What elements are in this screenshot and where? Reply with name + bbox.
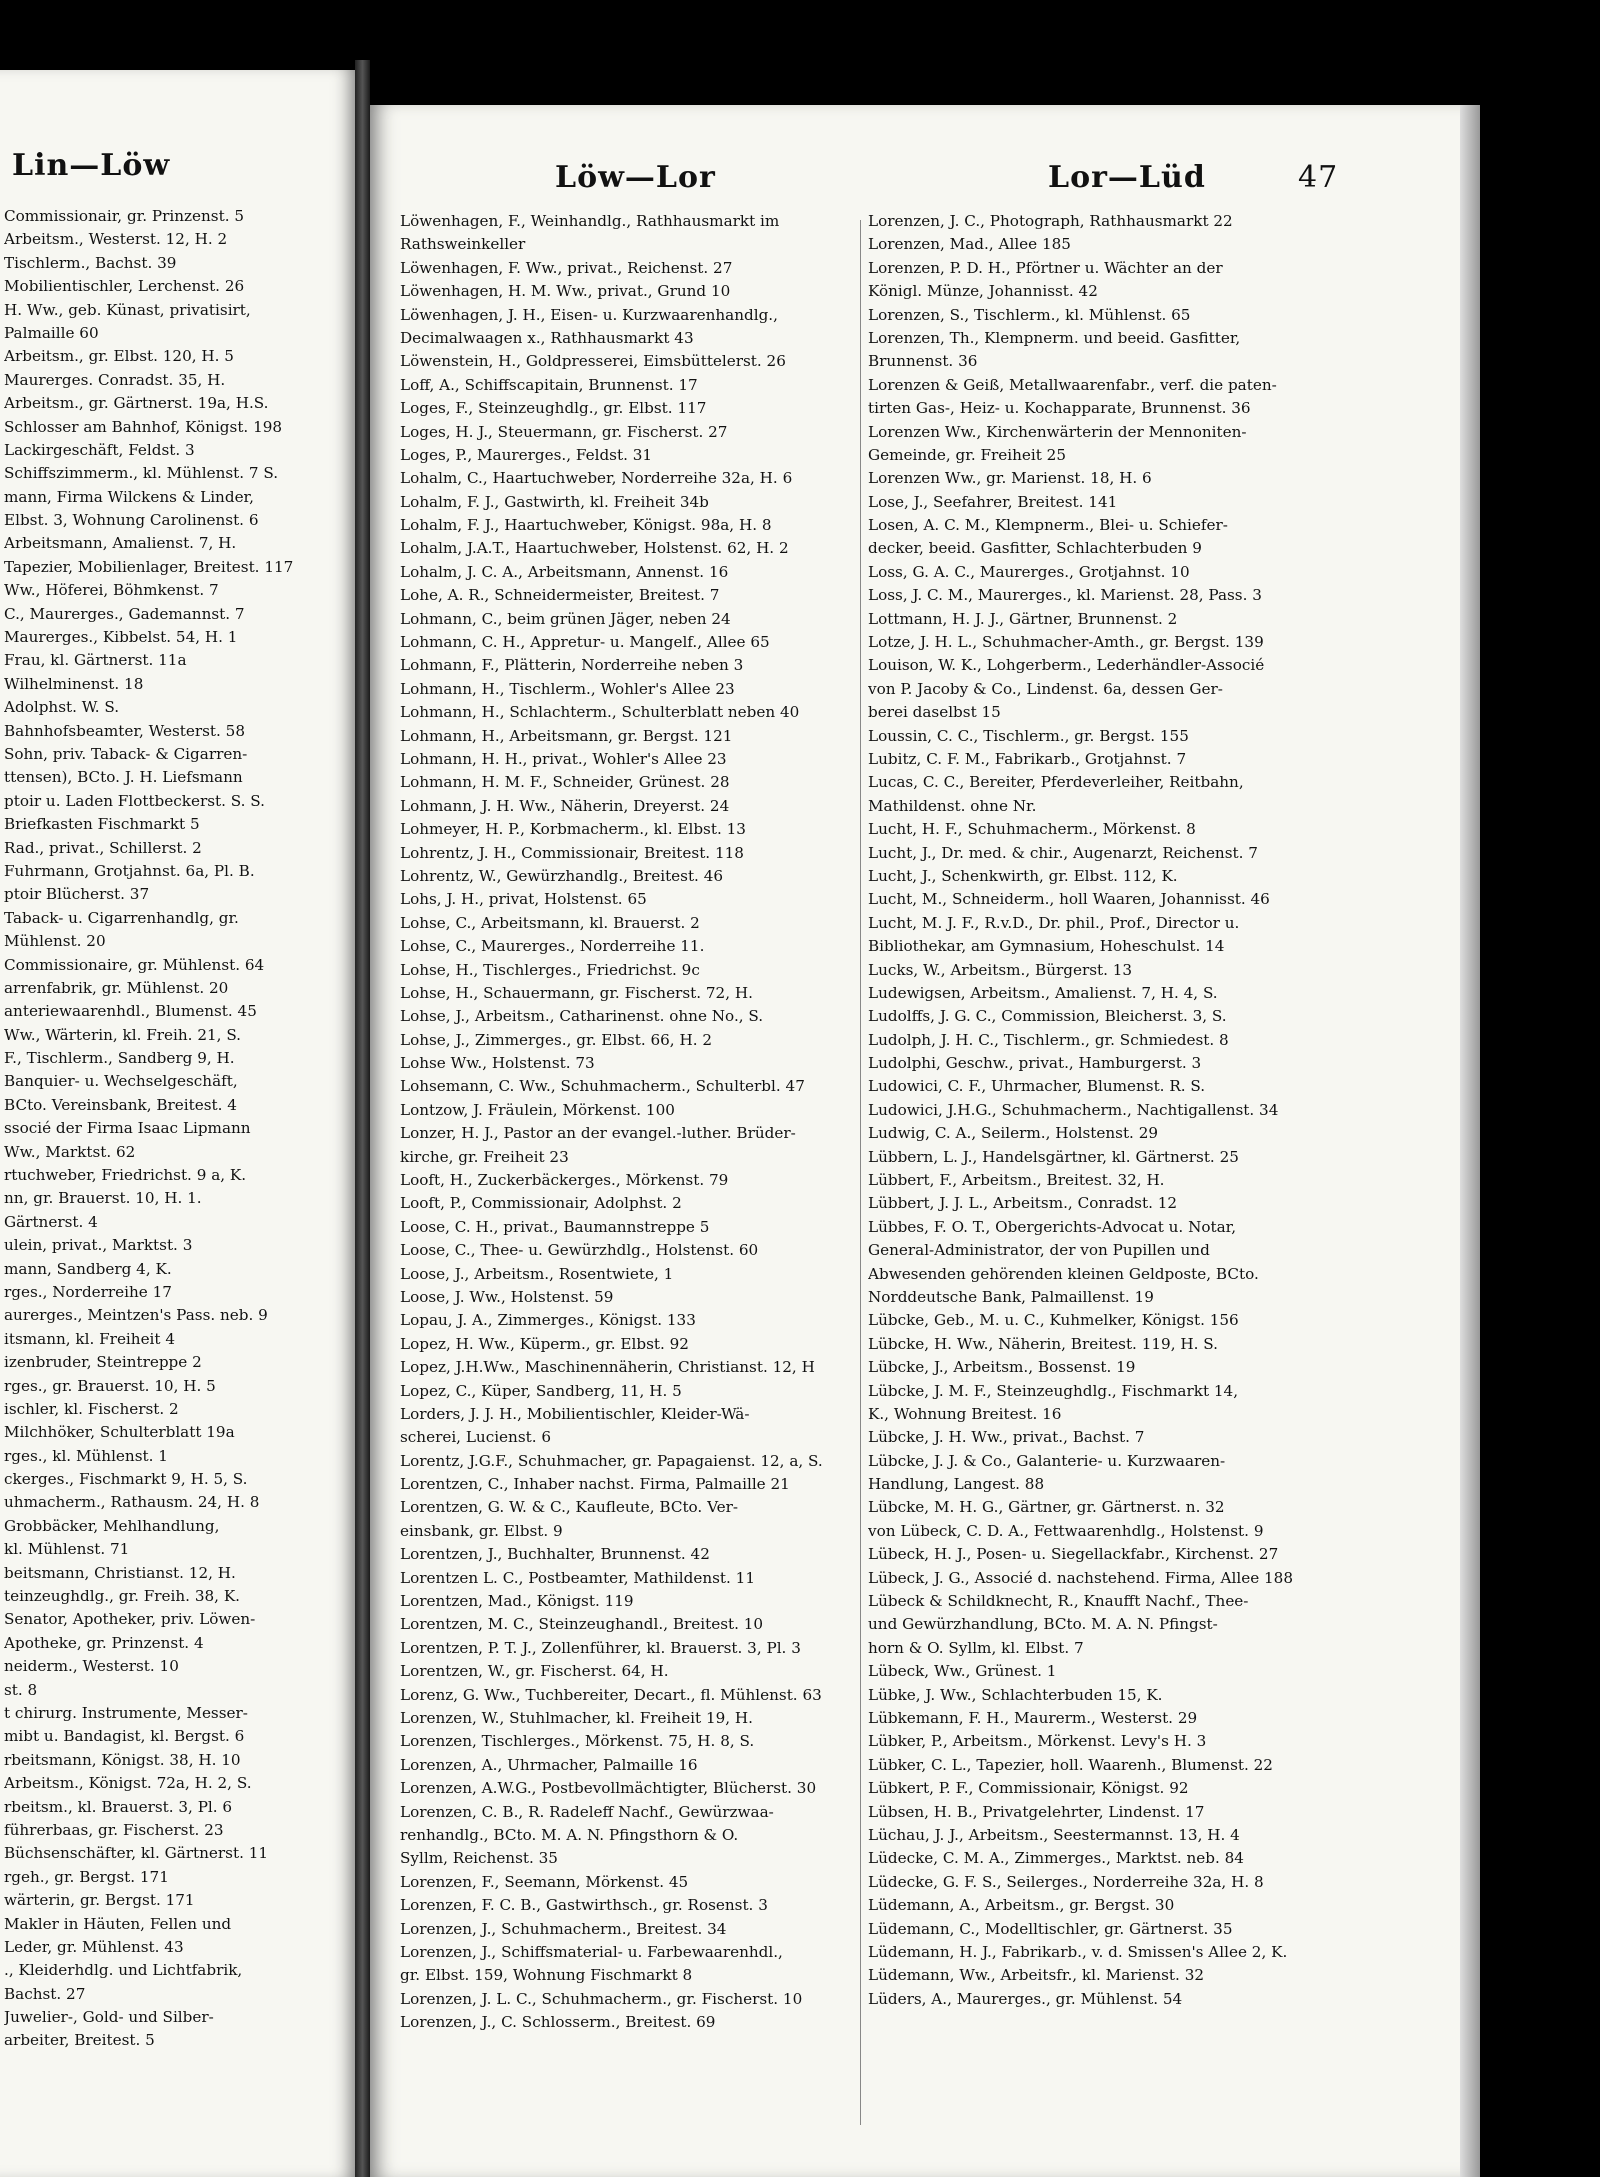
directory-entry-line: Norddeutsche Bank, Palmaillenst. 19: [868, 1287, 1154, 1306]
directory-entry-line: Loges, F., Steinzeughdlg., gr. Elbst. 117: [400, 399, 707, 418]
directory-entry-line: Loges, H. J., Steuermann, gr. Fischerst. 27: [400, 422, 728, 441]
directory-entry-line: Lohse, H., Schauermann, gr. Fischerst. 72, H.: [400, 983, 753, 1002]
directory-entry-line: Schiffszimmerm., kl. Mühlenst. 7 S.: [4, 464, 279, 483]
directory-entry-line: Lohse, J., Arbeitsm., Catharinenst. ohne No., S.: [400, 1007, 764, 1026]
directory-entry-line: Lüders, A., Maurerges., gr. Mühlenst. 54: [868, 1989, 1183, 2008]
directory-entry-line: Ww., Marktst. 62: [4, 1142, 136, 1161]
directory-entry-line: Lübke, J. Ww., Schlachterbuden 15, K.: [868, 1685, 1163, 1704]
directory-entry-line: Grobbäcker, Mehlhandlung,: [4, 1516, 220, 1535]
directory-entry-line: Mathildenst. ohne Nr.: [868, 796, 1037, 815]
directory-entry-line: Lohse, C., Maurerges., Norderreihe 11.: [400, 937, 705, 956]
directory-entry-line: Lottmann, H. J. J., Gärtner, Brunnenst. 2: [868, 609, 1178, 628]
directory-entry-line: Lüdemann, Ww., Arbeitsfr., kl. Marienst. 32: [868, 1966, 1205, 1985]
directory-entry-line: Lübcke, J. M. F., Steinzeughdlg., Fischmarkt 14,: [868, 1381, 1239, 1400]
directory-entry-line: Lucas, C. C., Bereiter, Pferdeverleiher, Reitbahn,: [868, 773, 1244, 792]
directory-entry-line: führerbaas, gr. Fischerst. 23: [4, 1820, 224, 1839]
directory-entry-line: Lorenzen Ww., gr. Marienst. 18, H. 6: [868, 469, 1152, 488]
directory-entry-line: Lorenzen, P. D. H., Pförtner u. Wächter an der: [868, 258, 1223, 277]
directory-entry-line: Arbeitsm., Königst. 72a, H. 2, S.: [4, 1774, 252, 1793]
directory-entry-line: Maurerges. Conradst. 35, H.: [4, 370, 226, 389]
directory-entry-line: Lucht, M., Schneiderm., holl Waaren, Johannisst. 46: [868, 890, 1270, 909]
directory-entry-line: Ludolffs, J. G. C., Commission, Bleicherst. 3, S.: [868, 1007, 1227, 1026]
directory-entry-line: kirche, gr. Freiheit 23: [400, 1147, 569, 1166]
directory-entry-line: Lohalm, J. C. A., Arbeitsmann, Annenst. 16: [400, 562, 729, 581]
directory-entry-line: Lübker, C. L., Tapezier, holl. Waarenh., Blumenst. 22: [868, 1755, 1273, 1774]
directory-entry-line: Lontzow, J. Fräulein, Mörkenst. 100: [400, 1100, 675, 1119]
left-page-header: Lin—Löw: [12, 148, 171, 183]
directory-entry-line: rges., Norderreihe 17: [4, 1282, 172, 1301]
directory-entry-line: ischler, kl. Fischerst. 2: [4, 1399, 179, 1418]
directory-entry-line: BCto. Vereinsbank, Breitest. 4: [4, 1095, 237, 1114]
directory-entry-line: Lübeck & Schildknecht, R., Knaufft Nachf., Thee-: [868, 1592, 1249, 1611]
directory-entry-line: und Gewürzhandlung, BCto. M. A. N. Pfingst-: [868, 1615, 1218, 1634]
directory-entry-line: Lorentz, J.G.F., Schuhmacher, gr. Papagaienst. 12, a, S.: [400, 1451, 823, 1470]
directory-entry-line: rtuchweber, Friedrichst. 9 a, K.: [4, 1166, 247, 1185]
directory-entry-line: Lorentzen L. C., Postbeamter, Mathildenst. 11: [400, 1568, 755, 1587]
directory-entry-line: Lorentzen, W., gr. Fischerst. 64, H.: [400, 1662, 669, 1681]
directory-entry-line: Lohmann, H. M. F., Schneider, Grünest. 28: [400, 773, 730, 792]
directory-entry-line: Lonzer, H. J., Pastor an der evangel.-luther. Brüder-: [400, 1124, 796, 1143]
directory-entry-line: von P. Jacoby & Co., Lindenst. 6a, dessen Ger-: [868, 679, 1223, 698]
directory-entry-line: scherei, Lucienst. 6: [400, 1428, 552, 1447]
directory-entry-line: Bachst. 27: [4, 1984, 86, 2003]
directory-entry-line: von Lübeck, C. D. A., Fettwaarenhdlg., Holstenst. 9: [868, 1521, 1264, 1540]
directory-entry-line: Lorenz, G. Ww., Tuchbereiter, Decart., fl. Mühlenst. 63: [400, 1685, 822, 1704]
directory-entry-line: Lubitz, C. F. M., Fabrikarb., Grotjahnst. 7: [868, 749, 1187, 768]
directory-entry-line: Lohmeyer, H. P., Korbmacherm., kl. Elbst. 13: [400, 820, 746, 839]
directory-entry-line: Lübkert, P. F., Commissionair, Königst. 92: [868, 1779, 1189, 1798]
directory-entry-line: Lorenzen, C. B., R. Radeleff Nachf., Gewürzwaa-: [400, 1802, 774, 1821]
directory-entry-line: Lüdemann, A., Arbeitsm., gr. Bergst. 30: [868, 1896, 1175, 1915]
directory-entry-line: Löwenstein, H., Goldpresserei, Eimsbüttelerst. 26: [400, 352, 786, 371]
right-page-column-2: [868, 210, 1343, 2011]
directory-entry-line: decker, beeid. Gasfitter, Schlachterbuden 9: [868, 539, 1202, 558]
directory-entry-line: Juwelier-, Gold- und Silber-: [4, 2008, 214, 2027]
directory-entry-line: Löwenhagen, F., Weinhandlg., Rathhausmarkt im: [400, 212, 780, 230]
directory-entry-line: Lohmann, J. H. Ww., Näherin, Dreyerst. 24: [400, 796, 730, 815]
directory-entry-line: itsmann, kl. Freiheit 4: [4, 1329, 176, 1348]
directory-entry-line: Loss, J. C. M., Maurerges., kl. Marienst. 28, Pass. 3: [868, 586, 1262, 605]
directory-entry-line: anteriewaarenhdl., Blumenst. 45: [4, 1002, 257, 1021]
directory-entry-line: horn & O. Syllm, kl. Elbst. 7: [868, 1638, 1084, 1657]
directory-entry-line: Frau, kl. Gärtnerst. 11a: [4, 651, 187, 670]
directory-entry-line: Mühlenst. 20: [4, 932, 106, 951]
directory-entry-line: aurerges., Meintzen's Pass. neb. 9: [4, 1306, 268, 1325]
left-page: [0, 70, 355, 2177]
directory-entry-line: Lorenzen, Tischlerges., Mörkenst. 75, H. 8, S.: [400, 1732, 755, 1751]
directory-entry-line: Lorenzen, J. L. C., Schuhmacherm., gr. Fischerst. 10: [400, 1989, 803, 2008]
directory-entry-line: Lohe, A. R., Schneidermeister, Breitest. 7: [400, 586, 720, 605]
directory-entry-line: Wilhelminenst. 18: [4, 674, 144, 693]
directory-entry-line: Löwenhagen, H. M. Ww., privat., Grund 10: [400, 282, 731, 301]
directory-entry-line: Commissionaire, gr. Mühlenst. 64: [4, 955, 265, 974]
directory-entry-line: Ludolphi, Geschw., privat., Hamburgerst. 3: [868, 1054, 1202, 1073]
directory-entry-line: Lübeck, H. J., Posen- u. Siegellackfabr., Kirchenst. 27: [868, 1545, 1279, 1564]
directory-entry-line: Lohse, C., Arbeitsmann, kl. Brauerst. 2: [400, 913, 700, 932]
directory-entry-line: Lohalm, F. J., Haartuchweber, Königst. 98a, H. 8: [400, 516, 772, 535]
directory-entry-line: arbeiter, Breitest. 5: [4, 2031, 155, 2050]
directory-entry-line: Tischlerm., Bachst. 39: [4, 253, 177, 272]
directory-entry-line: Lübkemann, F. H., Maurerm., Westerst. 29: [868, 1709, 1198, 1727]
directory-entry-line: ptoir u. Laden Flottbeckerst. S. S.: [4, 791, 265, 810]
directory-entry-line: Lübeck, Ww., Grünest. 1: [868, 1662, 1057, 1681]
directory-entry-line: Lüdecke, C. M. A., Zimmerges., Marktst. neb. 84: [868, 1849, 1244, 1868]
right-page-column-1: [400, 210, 905, 2034]
directory-entry-line: Lotze, J. H. L., Schuhmacher-Amth., gr. Bergst. 139: [868, 633, 1264, 652]
directory-entry-line: Löwenhagen, F. Ww., privat., Reichenst. 27: [400, 258, 733, 277]
directory-entry-line: Lübcke, J. J. & Co., Galanterie- u. Kurzwaaren-: [868, 1451, 1226, 1470]
directory-entry-line: ssocié der Firma Isaac Lipmann: [4, 1119, 251, 1138]
directory-entry-line: Lorenzen, S., Tischlerm., kl. Mühlenst. 65: [868, 305, 1191, 324]
directory-entry-line: Lucht, J., Dr. med. & chir., Augenarzt, Reichenst. 7: [868, 843, 1258, 862]
directory-entry-line: Fuhrmann, Grotjahnst. 6a, Pl. B.: [4, 861, 255, 880]
directory-entry-line: Lübeck, J. G., Associé d. nachstehend. Firma, Allee 188: [868, 1568, 1294, 1587]
directory-entry-line: ckerges., Fischmarkt 9, H. 5, S.: [4, 1470, 248, 1489]
right-page-header-right: Lor—Lüd: [1048, 160, 1206, 195]
directory-entry-line: Loose, J., Arbeitsm., Rosentwiete, 1: [400, 1264, 674, 1283]
directory-entry-line: Lorenzen, A., Uhrmacher, Palmaille 16: [400, 1755, 698, 1774]
directory-entry-line: Lohmann, C., beim grünen Jäger, neben 24: [400, 609, 731, 628]
left-page-column: [0, 205, 336, 2053]
directory-entry-line: Lackirgeschäft, Feldst. 3: [4, 440, 195, 459]
directory-entry-line: Lohalm, F. J., Gastwirth, kl. Freiheit 34b: [400, 492, 709, 511]
directory-entry-line: Lübbert, J. J. L., Arbeitsm., Conradst. 12: [868, 1194, 1178, 1213]
directory-entry-line: Senator, Apotheker, priv. Löwen-: [4, 1610, 256, 1629]
directory-entry-line: Leder, gr. Mühlenst. 43: [4, 1937, 184, 1956]
directory-entry-line: ulein, privat., Marktst. 3: [4, 1236, 193, 1255]
directory-entry-line: Milchhöker, Schulterblatt 19a: [4, 1423, 235, 1442]
directory-entry-line: uhmacherm., Rathausm. 24, H. 8: [4, 1493, 260, 1512]
directory-entry-line: Lorenzen, Mad., Allee 185: [868, 235, 1071, 254]
directory-entry-line: Abwesenden gehörenden kleinen Geldposte, BCto.: [868, 1264, 1259, 1283]
directory-entry-line: Lorenzen, F., Seemann, Mörkenst. 45: [400, 1872, 689, 1891]
directory-entry-line: Banquier- u. Wechselgeschäft,: [4, 1072, 238, 1091]
directory-entry-line: Lorentzen, M. C., Steinzeughandl., Breitest. 10: [400, 1615, 764, 1634]
directory-entry-line: Loussin, C. C., Tischlerm., gr. Bergst. 155: [868, 726, 1189, 745]
book-gutter: [355, 60, 370, 2177]
directory-entry-line: ttensen), BCto. J. H. Liefsmann: [4, 768, 243, 787]
directory-entry-line: Bibliothekar, am Gymnasium, Hoheschulst. 14: [868, 937, 1225, 956]
directory-entry-line: Löwenhagen, J. H., Eisen- u. Kurzwaarenhandlg.,: [400, 305, 778, 324]
directory-entry-line: st. 8: [4, 1680, 38, 1699]
directory-entry-line: Arbeitsmann, Amalienst. 7, H.: [4, 534, 237, 553]
directory-entry-line: Lohse, J., Zimmerges., gr. Elbst. 66, H. 2: [400, 1030, 713, 1049]
directory-entry-line: ., Kleiderhdlg. und Lichtfabrik,: [4, 1961, 243, 1980]
directory-entry-line: Büchsenschäfter, kl. Gärtnerst. 11: [4, 1844, 269, 1863]
directory-entry-line: Rad., privat., Schillerst. 2: [4, 838, 202, 857]
directory-entry-line: Lorenzen, J., Schuhmacherm., Breitest. 34: [400, 1919, 727, 1938]
right-page: [370, 105, 1460, 2177]
directory-entry-line: rges., gr. Brauerst. 10, H. 5: [4, 1376, 216, 1395]
directory-entry-line: Lorenzen, A.W.G., Postbevollmächtigter, Blücherst. 30: [400, 1779, 817, 1798]
directory-entry-line: Elbst. 3, Wohnung Carolinenst. 6: [4, 511, 259, 530]
directory-entry-line: Lüdemann, C., Modelltischler, gr. Gärtnerst. 35: [868, 1919, 1233, 1938]
directory-entry-line: renhandlg., BCto. M. A. N. Pfingsthorn & O.: [400, 1825, 739, 1844]
right-page-header-left: Löw—Lor: [555, 160, 716, 195]
directory-entry-line: Lorentzen, Mad., Königst. 119: [400, 1592, 634, 1611]
directory-entry-line: Lohse, H., Tischlerges., Friedrichst. 9c: [400, 960, 700, 979]
directory-entry-line: Lohalm, C., Haartuchweber, Norderreihe 32a, H. 6: [400, 469, 793, 488]
directory-entry-line: beitsmann, Christianst. 12, H.: [4, 1563, 236, 1582]
directory-entry-line: Commissionair, gr. Prinzenst. 5: [4, 207, 245, 225]
directory-entry-line: Ludowici, J.H.G., Schuhmacherm., Nachtigallenst. 34: [868, 1100, 1279, 1119]
directory-entry-line: Bahnhofsbeamter, Westerst. 58: [4, 721, 246, 740]
directory-entry-line: Lohrentz, J. H., Commissionair, Breitest. 118: [400, 843, 744, 862]
directory-entry-line: Lorenzen, J., C. Schlosserm., Breitest. 69: [400, 2013, 716, 2032]
directory-entry-line: Lose, J., Seefahrer, Breitest. 141: [868, 492, 1118, 511]
directory-entry-line: Lorentzen, P. T. J., Zollenführer, kl. Brauerst. 3, Pl. 3: [400, 1638, 801, 1657]
directory-entry-line: Lopau, J. A., Zimmerges., Königst. 133: [400, 1311, 696, 1330]
directory-entry-line: t chirurg. Instrumente, Messer-: [4, 1704, 248, 1722]
directory-entry-line: Decimalwaagen x., Rathhausmarkt 43: [400, 328, 694, 347]
directory-entry-line: Adolphst. W. S.: [4, 698, 120, 717]
page-edge: [1460, 105, 1480, 2177]
directory-entry-line: rges., kl. Mühlenst. 1: [4, 1446, 168, 1465]
directory-entry-line: Lübcke, H. Ww., Näherin, Breitest. 119, H. S.: [868, 1334, 1218, 1353]
directory-entry-line: Arbeitsm., gr. Elbst. 120, H. 5: [4, 347, 234, 366]
directory-entry-line: Brunnenst. 36: [868, 352, 978, 371]
directory-entry-line: Lohse Ww., Holstenst. 73: [400, 1054, 595, 1073]
directory-entry-line: Ww., Höferei, Böhmkenst. 7: [4, 581, 219, 600]
directory-entry-line: Ludewigsen, Arbeitsm., Amalienst. 7, H. 4, S.: [868, 983, 1218, 1002]
directory-entry-line: Königl. Münze, Johannisst. 42: [868, 282, 1098, 301]
directory-entry-line: Ludolph, J. H. C., Tischlerm., gr. Schmiedest. 8: [868, 1030, 1229, 1049]
directory-entry-line: Looft, H., Zuckerbäckerges., Mörkenst. 79: [400, 1171, 729, 1190]
directory-entry-line: mibt u. Bandagist, kl. Bergst. 6: [4, 1727, 245, 1746]
directory-entry-line: C., Maurerges., Gademannst. 7: [4, 604, 245, 623]
directory-entry-line: berei daselbst 15: [868, 703, 1001, 722]
directory-entry-line: Lübcke, Geb., M. u. C., Kuhmelker, Königst. 156: [868, 1311, 1239, 1330]
directory-entry-line: nn, gr. Brauerst. 10, H. 1.: [4, 1189, 202, 1208]
directory-entry-line: izenbruder, Steintreppe 2: [4, 1353, 202, 1372]
directory-entry-line: rbeitsmann, Königst. 38, H. 10: [4, 1750, 241, 1769]
directory-entry-line: Lopez, J.H.Ww., Maschinennäherin, Christianst. 12, H: [400, 1358, 815, 1377]
directory-entry-line: rbeitsm., kl. Brauerst. 3, Pl. 6: [4, 1797, 233, 1816]
directory-entry-line: Schlosser am Bahnhof, Königst. 198: [4, 417, 283, 436]
directory-entry-line: Lohmann, C. H., Appretur- u. Mangelf., Allee 65: [400, 633, 770, 652]
directory-entry-line: Lorenzen & Geiß, Metallwaarenfabr., verf. die paten-: [868, 375, 1277, 394]
directory-entry-line: Lorentzen, G. W. & C., Kaufleute, BCto. Ver-: [400, 1498, 739, 1517]
directory-entry-line: Lorentzen, J., Buchhalter, Brunnenst. 42: [400, 1545, 710, 1564]
directory-entry-line: Looft, P., Commissionair, Adolphst. 2: [400, 1194, 682, 1213]
directory-entry-line: Lucht, J., Schenkwirth, gr. Elbst. 112, K.: [868, 866, 1178, 885]
directory-entry-line: Lohrentz, W., Gewürzhandlg., Breitest. 46: [400, 866, 724, 885]
directory-entry-line: Lübcke, M. H. G., Gärtner, gr. Gärtnerst. n. 32: [868, 1498, 1225, 1517]
directory-entry-line: Lucks, W., Arbeitsm., Bürgerst. 13: [868, 960, 1133, 979]
directory-entry-line: Lucht, H. F., Schuhmacherm., Mörkenst. 8: [868, 820, 1196, 839]
directory-entry-line: arrenfabrik, gr. Mühlenst. 20: [4, 978, 229, 997]
directory-entry-line: Lübsen, H. B., Privatgelehrter, Lindenst. 17: [868, 1802, 1205, 1821]
directory-entry-line: Loss, G. A. C., Maurerges., Grotjahnst. 10: [868, 562, 1190, 581]
directory-entry-line: Palmaille 60: [4, 323, 99, 342]
directory-entry-line: Ludwig, C. A., Seilerm., Holstenst. 29: [868, 1124, 1159, 1143]
directory-entry-line: Handlung, Langest. 88: [868, 1475, 1045, 1494]
directory-entry-line: Lorenzen, J. C., Photograph, Rathhausmarkt 22: [868, 212, 1233, 230]
directory-entry-line: Lohalm, J.A.T., Haartuchweber, Holstenst. 62, H. 2: [400, 539, 789, 558]
directory-entry-line: Lüchau, J. J., Arbeitsm., Seestermannst. 13, H. 4: [868, 1825, 1240, 1844]
directory-entry-line: Lopez, C., Küper, Sandberg, 11, H. 5: [400, 1381, 682, 1400]
directory-entry-line: Lübcke, J., Arbeitsm., Bossenst. 19: [868, 1358, 1136, 1377]
directory-entry-line: kl. Mühlenst. 71: [4, 1540, 130, 1559]
directory-entry-line: Lohs, J. H., privat, Holstenst. 65: [400, 890, 647, 909]
directory-entry-line: Ww., Wärterin, kl. Freih. 21, S.: [4, 1025, 242, 1044]
directory-entry-line: Lüdecke, G. F. S., Seilerges., Norderreihe 32a, H. 8: [868, 1872, 1264, 1891]
directory-entry-line: K., Wohnung Breitest. 16: [868, 1404, 1062, 1423]
directory-entry-line: mann, Firma Wilckens & Linder,: [4, 487, 254, 506]
directory-entry-line: Lohsemann, C. Ww., Schuhmacherm., Schulterbl. 47: [400, 1077, 805, 1096]
directory-entry-line: teinzeughdlg., gr. Freih. 38, K.: [4, 1587, 240, 1606]
directory-entry-line: Lucht, M. J. F., R.v.D., Dr. phil., Prof., Director u.: [868, 913, 1240, 932]
directory-entry-line: Lorenzen, W., Stuhlmacher, kl. Freiheit 19, H.: [400, 1709, 753, 1727]
directory-entry-line: Loose, J. Ww., Holstenst. 59: [400, 1287, 614, 1306]
directory-entry-line: Maurerges., Kibbelst. 54, H. 1: [4, 628, 238, 647]
directory-entry-line: Lorenzen, Th., Klempnerm. und beeid. Gasfitter,: [868, 328, 1241, 347]
directory-entry-line: Lorenzen, F. C. B., Gastwirthsch., gr. Rosenst. 3: [400, 1896, 768, 1915]
page-number: 47: [1298, 160, 1339, 195]
directory-entry-line: Ludowici, C. F., Uhrmacher, Blumenst. R. S.: [868, 1077, 1206, 1096]
directory-entry-line: Arbeitsm., gr. Gärtnerst. 19a, H.S.: [4, 394, 269, 413]
directory-entry-line: Arbeitsm., Westerst. 12, H. 2: [4, 230, 228, 249]
directory-entry-line: Makler in Häuten, Fellen und: [4, 1914, 232, 1933]
directory-entry-line: Mobilientischler, Lerchenst. 26: [4, 277, 245, 296]
directory-entry-line: Rathsweinkeller: [400, 235, 526, 254]
directory-entry-line: einsbank, gr. Elbst. 9: [400, 1521, 563, 1540]
directory-entry-line: General-Administrator, der von Pupillen und: [868, 1241, 1210, 1260]
directory-entry-line: neiderm., Westerst. 10: [4, 1657, 179, 1676]
directory-entry-line: Lorentzen, C., Inhaber nachst. Firma, Palmaille 21: [400, 1475, 790, 1494]
directory-entry-line: Lübbern, L. J., Handelsgärtner, kl. Gärtnerst. 25: [868, 1147, 1239, 1166]
directory-entry-line: mann, Sandberg 4, K.: [4, 1259, 172, 1278]
directory-entry-line: Syllm, Reichenst. 35: [400, 1849, 558, 1868]
directory-entry-line: rgeh., gr. Bergst. 171: [4, 1867, 169, 1886]
directory-entry-line: Taback- u. Cigarrenhandlg, gr.: [4, 908, 239, 927]
directory-entry-line: Loose, C. H., privat., Baumannstreppe 5: [400, 1217, 710, 1236]
directory-entry-line: Loges, P., Maurerges., Feldst. 31: [400, 445, 653, 464]
directory-entry-line: Louison, W. K., Lohgerberm., Lederhändler-Associé: [868, 656, 1265, 675]
directory-entry-line: Gärtnerst. 4: [4, 1212, 98, 1231]
directory-entry-line: gr. Elbst. 159, Wohnung Fischmarkt 8: [400, 1966, 693, 1985]
directory-entry-line: tirten Gas-, Heiz- u. Kochapparate, Brunnenst. 36: [868, 399, 1251, 418]
directory-entry-line: Lopez, H. Ww., Küperm., gr. Elbst. 92: [400, 1334, 689, 1353]
directory-entry-line: Losen, A. C. M., Klempnerm., Blei- u. Schiefer-: [868, 516, 1228, 535]
directory-entry-line: Lohmann, H. H., privat., Wohler's Allee 23: [400, 749, 727, 768]
directory-entry-line: Briefkasten Fischmarkt 5: [4, 815, 200, 834]
directory-entry-line: F., Tischlerm., Sandberg 9, H.: [4, 1049, 235, 1068]
directory-entry-line: Lohmann, H., Tischlerm., Wohler's Allee 23: [400, 679, 735, 698]
directory-entry-line: Apotheke, gr. Prinzenst. 4: [4, 1633, 204, 1652]
directory-entry-line: ptoir Blücherst. 37: [4, 885, 150, 904]
directory-entry-line: Lübcke, J. H. Ww., privat., Bachst. 7: [868, 1428, 1145, 1447]
directory-entry-line: Lorders, J. J. H., Mobilientischler, Kleider-Wä-: [400, 1404, 750, 1423]
directory-entry-line: H. Ww., geb. Künast, privatisirt,: [4, 300, 251, 319]
directory-entry-line: Lübbert, F., Arbeitsm., Breitest. 32, H.: [868, 1171, 1165, 1190]
directory-entry-line: Gemeinde, gr. Freiheit 25: [868, 445, 1067, 464]
directory-entry-line: Lorenzen, J., Schiffsmaterial- u. Farbewaarenhdl.,: [400, 1942, 783, 1961]
directory-entry-line: Lübbes, F. O. T., Obergerichts-Advocat u. Notar,: [868, 1217, 1237, 1236]
directory-entry-line: Lohmann, H., Arbeitsmann, gr. Bergst. 121: [400, 726, 733, 745]
directory-entry-line: Loff, A., Schiffscapitain, Brunnenst. 17: [400, 375, 698, 394]
directory-entry-line: Lüdemann, H. J., Fabrikarb., v. d. Smissen's Allee 2, K.: [868, 1942, 1288, 1961]
directory-entry-line: Lübker, P., Arbeitsm., Mörkenst. Levy's H. 3: [868, 1732, 1207, 1751]
directory-entry-line: Lohmann, H., Schlachterm., Schulterblatt neben 40: [400, 703, 800, 722]
directory-entry-line: Lorenzen Ww., Kirchenwärterin der Mennoniten-: [868, 422, 1247, 441]
directory-entry-line: Lohmann, F., Plätterin, Norderreihe neben 3: [400, 656, 744, 675]
directory-entry-line: Loose, C., Thee- u. Gewürzhdlg., Holstenst. 60: [400, 1241, 759, 1260]
directory-entry-line: Tapezier, Mobilienlager, Breitest. 117: [4, 557, 294, 576]
directory-entry-line: Sohn, priv. Taback- & Cigarren-: [4, 744, 248, 763]
directory-entry-line: wärterin, gr. Bergst. 171: [4, 1891, 195, 1910]
